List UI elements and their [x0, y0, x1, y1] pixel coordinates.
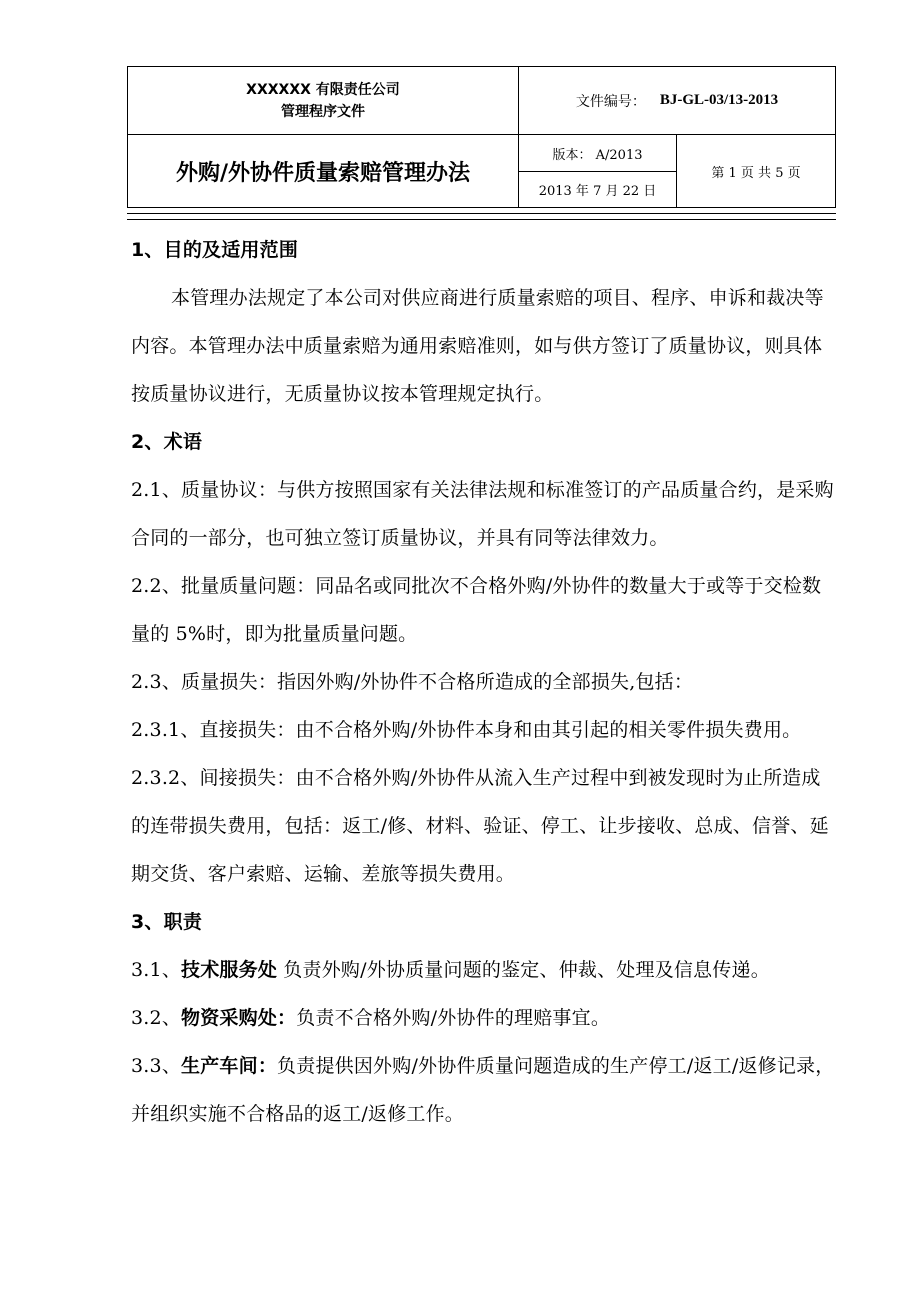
date-cell — [518, 171, 677, 208]
paragraph: 2.3.1、直接损失：由不合格外购/外协件本身和由其引起的相关零件损失费用。 — [131, 719, 802, 741]
document-type: 管理程序文件 — [280, 103, 365, 120]
section-heading: 2、术语 — [131, 431, 203, 453]
title-cell — [127, 134, 519, 208]
document-body — [131, 226, 837, 1138]
department-name: 技术服务处 — [181, 959, 278, 981]
item-text: 负责外购/外协质量问题的鉴定、仲裁、处理及信息传递。 — [283, 959, 770, 981]
document-number-cell — [518, 66, 836, 135]
issue-date: 2013 年 7 月 22 日 — [538, 184, 657, 199]
page-number: 第 1 页 共 5 页 — [711, 165, 801, 181]
department-name: 生产车间： — [181, 1055, 278, 1077]
section-heading: 3、职责 — [131, 911, 203, 933]
paragraph: 2.2、批量质量问题：同品名或同批次不合格外购/外协件的数量大于或等于交检数量的 5%时，即为批量质量问题。 — [131, 575, 822, 645]
paragraph — [131, 994, 837, 1042]
document-number: BJ-GL-03/13-2013 — [659, 92, 779, 108]
paragraph: 2.3、质量损失：指因外购/外协件不合格所造成的全部损失,包括： — [131, 671, 694, 693]
version-cell — [518, 134, 677, 172]
department-name: 物资采购处： — [181, 1007, 297, 1029]
document-header — [127, 66, 836, 208]
document-number-label: 文件编号： — [575, 93, 646, 110]
version: 版本： A/2013 — [552, 147, 643, 163]
item-number: 3.1、 — [131, 959, 182, 981]
header-divider — [127, 213, 836, 214]
document-title: 外购/外协件质量索赔管理办法 — [175, 160, 471, 186]
item-number: 3.3、 — [131, 1055, 182, 1077]
paragraph: 2.1、质量协议：与供方按照国家有关法律法规和标准签订的产品质量合约，是采购合同的一部分，也可独立签订质量协议，并具有同等法律效力。 — [131, 479, 834, 549]
item-text: 负责不合格外购/外协件的理赔事宜。 — [296, 1007, 611, 1029]
page-cell — [676, 134, 836, 208]
item-number: 3.2、 — [131, 1007, 182, 1029]
company-cell — [127, 66, 519, 135]
paragraph — [131, 946, 837, 994]
company-name: XXXXXX 有限责任公司 — [246, 81, 400, 98]
item-text: 负责提供因外购/外协件质量问题造成的生产停工/返工/返修记录，并组织实施不合格品的返工/返修工作。 — [131, 1055, 835, 1125]
header-divider — [127, 219, 836, 220]
paragraph: 2.3.2、间接损失：由不合格外购/外协件从流入生产过程中到被发现时为止所造成的连带损失费用，包括：返工/修、材料、验证、停工、让步接收、总成、信誉、延期交货、客户索赔、运输、差旅等损失费用。 — [131, 767, 829, 885]
paragraph — [131, 1042, 837, 1138]
section-heading: 1、目的及适用范围 — [131, 239, 299, 261]
paragraph: 本管理办法规定了本公司对供应商进行质量索赔的项目、程序、申诉和裁决等内容。本管理办法中质量索赔为通用索赔准则，如与供方签订了质量协议，则具体按质量协议进行，无质量协议按本管理规定执行。 — [131, 287, 824, 405]
